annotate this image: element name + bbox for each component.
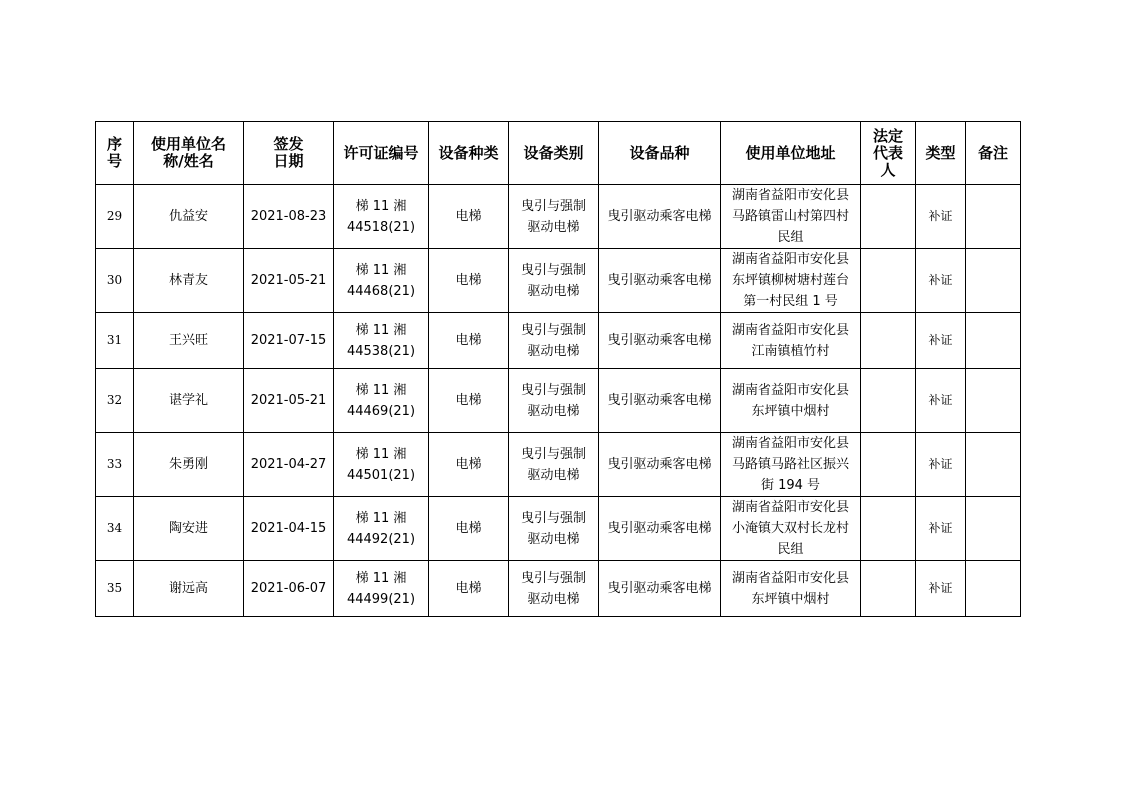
cell-legal-rep bbox=[861, 497, 916, 561]
cell-date: 2021-04-15 bbox=[244, 497, 334, 561]
table-row bbox=[96, 313, 1021, 369]
cell-type: 补证 bbox=[916, 433, 966, 497]
cell-device-category-line: 驱动电梯 bbox=[527, 591, 580, 607]
cell-legal-rep bbox=[861, 249, 916, 313]
cell-legal-rep bbox=[861, 185, 916, 249]
header-row bbox=[96, 122, 1021, 185]
cell-permit-line: 梯 11 湘 bbox=[355, 446, 407, 462]
cell-device-category-line: 驱动电梯 bbox=[527, 283, 580, 299]
cell-device-variety: 曳引驱动乘客电梯 bbox=[599, 561, 721, 617]
cell-date: 2021-05-21 bbox=[244, 369, 334, 433]
cell-name: 林青友 bbox=[134, 249, 244, 313]
table-row bbox=[96, 433, 1021, 497]
cell-permit-line: 44468(21) bbox=[346, 283, 416, 299]
header-legal-rep: 法定代表人 bbox=[861, 122, 916, 185]
cell-address: 湖南省益阳市安化县马路镇雷山村第四村民组 bbox=[721, 185, 861, 249]
cell-device-category-line: 驱动电梯 bbox=[527, 403, 580, 419]
cell-seq: 32 bbox=[96, 369, 134, 433]
cell-date: 2021-07-15 bbox=[244, 313, 334, 369]
table-body bbox=[96, 185, 1021, 617]
header-device-kind: 设备种类 bbox=[429, 122, 509, 185]
cell-remark bbox=[966, 497, 1021, 561]
cell-device-category-line: 曳引与强制 bbox=[520, 510, 586, 526]
cell-device-category bbox=[509, 185, 599, 249]
cell-name: 朱勇刚 bbox=[134, 433, 244, 497]
cell-device-variety: 曳引驱动乘客电梯 bbox=[599, 369, 721, 433]
cell-address: 湖南省益阳市安化县江南镇植竹村 bbox=[721, 313, 861, 369]
header-remark: 备注 bbox=[966, 122, 1021, 185]
cell-device-category bbox=[509, 249, 599, 313]
cell-permit-line: 44469(21) bbox=[346, 403, 416, 419]
cell-device-variety: 曳引驱动乘客电梯 bbox=[599, 185, 721, 249]
cell-permit-line: 梯 11 湘 bbox=[355, 262, 407, 278]
cell-permit-line: 梯 11 湘 bbox=[355, 198, 407, 214]
cell-remark bbox=[966, 249, 1021, 313]
cell-permit bbox=[334, 433, 429, 497]
cell-type: 补证 bbox=[916, 249, 966, 313]
cell-seq: 33 bbox=[96, 433, 134, 497]
cell-permit bbox=[334, 369, 429, 433]
cell-remark bbox=[966, 185, 1021, 249]
cell-name: 王兴旺 bbox=[134, 313, 244, 369]
cell-device-variety: 曳引驱动乘客电梯 bbox=[599, 433, 721, 497]
header-date: 签发日期 bbox=[244, 122, 334, 185]
cell-permit bbox=[334, 497, 429, 561]
header-device-category: 设备类别 bbox=[509, 122, 599, 185]
cell-device-category-line: 驱动电梯 bbox=[527, 343, 580, 359]
header-address: 使用单位地址 bbox=[721, 122, 861, 185]
permit-table bbox=[95, 121, 1021, 617]
cell-remark bbox=[966, 369, 1021, 433]
cell-device-kind: 电梯 bbox=[429, 369, 509, 433]
cell-legal-rep bbox=[861, 561, 916, 617]
cell-remark bbox=[966, 561, 1021, 617]
cell-device-category-line: 曳引与强制 bbox=[520, 570, 586, 586]
cell-address: 湖南省益阳市安化县东坪镇柳树塘村莲台第一村民组 1 号 bbox=[721, 249, 861, 313]
table-row bbox=[96, 185, 1021, 249]
header-name: 使用单位名称/姓名 bbox=[134, 122, 244, 185]
cell-device-category-line: 曳引与强制 bbox=[520, 262, 586, 278]
cell-type: 补证 bbox=[916, 561, 966, 617]
cell-device-category bbox=[509, 497, 599, 561]
cell-device-category-line: 驱动电梯 bbox=[527, 531, 580, 547]
cell-remark bbox=[966, 433, 1021, 497]
cell-seq: 29 bbox=[96, 185, 134, 249]
cell-device-kind: 电梯 bbox=[429, 561, 509, 617]
cell-permit-line: 44538(21) bbox=[346, 343, 416, 359]
cell-device-kind: 电梯 bbox=[429, 185, 509, 249]
cell-device-category bbox=[509, 369, 599, 433]
cell-seq: 34 bbox=[96, 497, 134, 561]
cell-permit-line: 44492(21) bbox=[346, 531, 416, 547]
header-permit: 许可证编号 bbox=[334, 122, 429, 185]
cell-device-category bbox=[509, 433, 599, 497]
table-row bbox=[96, 497, 1021, 561]
cell-legal-rep bbox=[861, 433, 916, 497]
cell-device-kind: 电梯 bbox=[429, 313, 509, 369]
cell-type: 补证 bbox=[916, 185, 966, 249]
cell-device-category bbox=[509, 561, 599, 617]
cell-name: 谢远高 bbox=[134, 561, 244, 617]
cell-device-category-line: 驱动电梯 bbox=[527, 219, 580, 235]
cell-address: 湖南省益阳市安化县东坪镇中烟村 bbox=[721, 561, 861, 617]
header-device-variety: 设备品种 bbox=[599, 122, 721, 185]
cell-seq: 31 bbox=[96, 313, 134, 369]
cell-permit bbox=[334, 185, 429, 249]
cell-device-kind: 电梯 bbox=[429, 433, 509, 497]
cell-permit-line: 梯 11 湘 bbox=[355, 510, 407, 526]
cell-permit-line: 梯 11 湘 bbox=[355, 382, 407, 398]
cell-date: 2021-04-27 bbox=[244, 433, 334, 497]
cell-address: 湖南省益阳市安化县东坪镇中烟村 bbox=[721, 369, 861, 433]
table-row bbox=[96, 561, 1021, 617]
cell-device-kind: 电梯 bbox=[429, 249, 509, 313]
cell-device-kind: 电梯 bbox=[429, 497, 509, 561]
cell-remark bbox=[966, 313, 1021, 369]
cell-seq: 35 bbox=[96, 561, 134, 617]
cell-device-variety: 曳引驱动乘客电梯 bbox=[599, 313, 721, 369]
cell-device-category-line: 曳引与强制 bbox=[520, 322, 586, 338]
cell-date: 2021-05-21 bbox=[244, 249, 334, 313]
cell-permit-line: 梯 11 湘 bbox=[355, 322, 407, 338]
cell-date: 2021-08-23 bbox=[244, 185, 334, 249]
cell-permit-line: 44501(21) bbox=[346, 467, 416, 483]
cell-type: 补证 bbox=[916, 369, 966, 433]
cell-device-category-line: 曳引与强制 bbox=[520, 198, 586, 214]
cell-permit-line: 梯 11 湘 bbox=[355, 570, 407, 586]
cell-device-variety: 曳引驱动乘客电梯 bbox=[599, 497, 721, 561]
cell-address: 湖南省益阳市安化县马路镇马路社区振兴街 194 号 bbox=[721, 433, 861, 497]
cell-permit bbox=[334, 313, 429, 369]
cell-device-category-line: 驱动电梯 bbox=[527, 467, 580, 483]
header-seq: 序号 bbox=[96, 122, 134, 185]
table-row bbox=[96, 369, 1021, 433]
cell-permit-line: 44518(21) bbox=[346, 219, 416, 235]
cell-address: 湖南省益阳市安化县小淹镇大双村长龙村民组 bbox=[721, 497, 861, 561]
cell-type: 补证 bbox=[916, 313, 966, 369]
cell-legal-rep bbox=[861, 313, 916, 369]
cell-permit-line: 44499(21) bbox=[346, 591, 416, 607]
cell-seq: 30 bbox=[96, 249, 134, 313]
cell-device-category-line: 曳引与强制 bbox=[520, 382, 586, 398]
cell-legal-rep bbox=[861, 369, 916, 433]
cell-name: 谌学礼 bbox=[134, 369, 244, 433]
cell-type: 补证 bbox=[916, 497, 966, 561]
cell-permit bbox=[334, 249, 429, 313]
cell-name: 仇益安 bbox=[134, 185, 244, 249]
cell-device-category bbox=[509, 313, 599, 369]
cell-date: 2021-06-07 bbox=[244, 561, 334, 617]
table-row bbox=[96, 249, 1021, 313]
cell-device-variety: 曳引驱动乘客电梯 bbox=[599, 249, 721, 313]
cell-name: 陶安进 bbox=[134, 497, 244, 561]
cell-device-category-line: 曳引与强制 bbox=[520, 446, 586, 462]
header-type: 类型 bbox=[916, 122, 966, 185]
cell-permit bbox=[334, 561, 429, 617]
